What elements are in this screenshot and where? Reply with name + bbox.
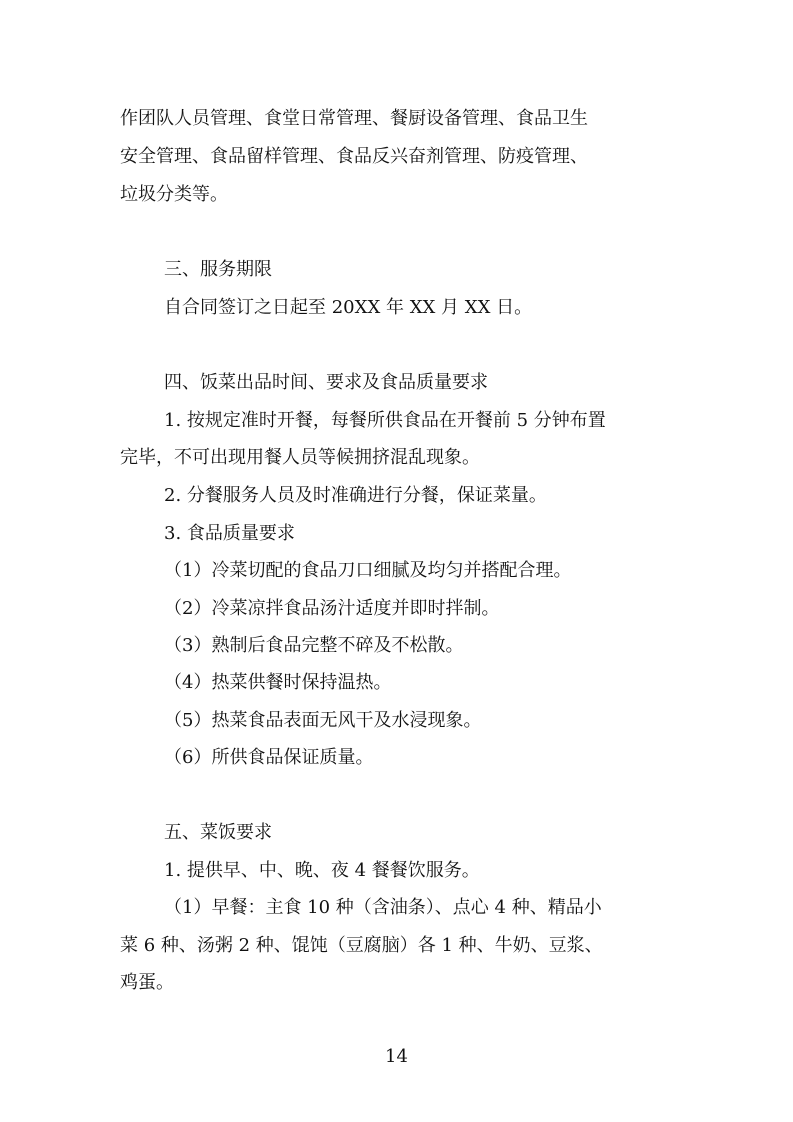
body-line-20: 菜 6 种、汤粥 2 种、馄饨（豆腐脑）各 1 种、牛奶、豆浆、 xyxy=(120,935,603,956)
section-heading-4: 四、饭菜出品时间、要求及食品质量要求 xyxy=(164,372,488,393)
body-line-19: （1）早餐：主食 10 种（含油条）、点心 4 种、精品小 xyxy=(164,897,602,918)
list-item-1: （1）冷菜切配的食品刀口细腻及均匀并搭配合理。 xyxy=(164,560,572,581)
body-line-21: 鸡蛋。 xyxy=(120,972,174,993)
body-line-2: 安全管理、食品留样管理、食品反兴奋剂管理、防疫管理、 xyxy=(120,146,588,167)
list-item-6: （6）所供食品保证质量。 xyxy=(164,747,374,768)
list-item-5: （5）热菜食品表面无风干及水浸现象。 xyxy=(164,710,482,731)
section-heading-3: 三、服务期限 xyxy=(164,259,272,280)
list-item-3: （3）熟制后食品完整不碎及不松散。 xyxy=(164,635,464,656)
body-line-9: 2. 分餐服务人员及时准确进行分餐，保证菜量。 xyxy=(164,485,547,506)
body-line-1: 作团队人员管理、食堂日常管理、餐厨设备管理、食品卫生 xyxy=(120,108,588,129)
body-line-8: 完毕，不可出现用餐人员等候拥挤混乱现象。 xyxy=(120,447,480,468)
list-item-4: （4）热菜供餐时保持温热。 xyxy=(164,672,392,693)
list-item-2: （2）冷菜凉拌食品汤汁适度并即时拌制。 xyxy=(164,598,500,619)
body-line-18: 1. 提供早、中、晚、夜 4 餐餐饮服务。 xyxy=(164,860,480,881)
body-line-5: 自合同签订之日起至 20XX 年 XX 月 XX 日。 xyxy=(164,297,533,318)
body-line-7: 1. 按规定准时开餐，每餐所供食品在开餐前 5 分钟布置 xyxy=(164,410,606,431)
body-line-10: 3. 食品质量要求 xyxy=(164,523,295,544)
page-number: 14 xyxy=(385,1046,408,1067)
body-line-3: 垃圾分类等。 xyxy=(120,184,228,205)
section-heading-5: 五、菜饭要求 xyxy=(164,822,272,843)
